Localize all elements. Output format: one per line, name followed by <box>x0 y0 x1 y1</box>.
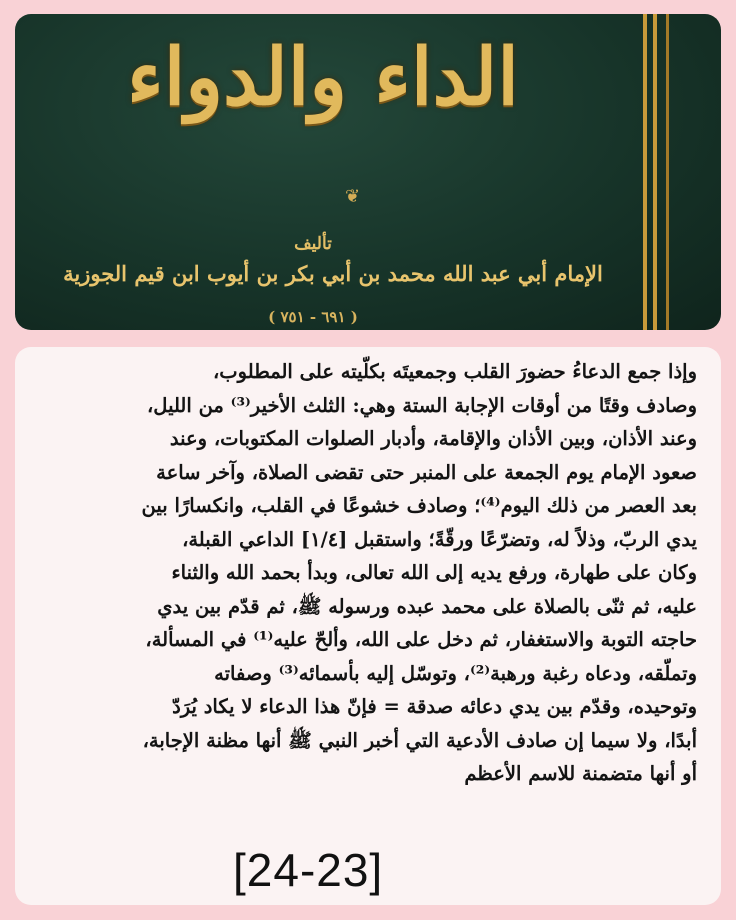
cover-gold-stripe <box>643 14 647 330</box>
cover-gold-stripe <box>666 14 669 330</box>
text-line: وعند الأذان، وبين الأذان والإقامة، وأدبار الصلوات المكتوبات، وعند <box>169 427 697 450</box>
text-line: وإذا جمع الدعاءُ حضورَ القلب وجمعيتَه بكلّيته على المطلوب، <box>213 360 697 383</box>
text-line: وكان على طهارة، ورفع يديه إلى الله تعالى، وبدأ بحمد الله والثناء <box>171 561 697 584</box>
text-line: وصادف وقتًا من أوقات الإجابة الستة وهي: الثلث الأخير⁽³⁾ من الليل، <box>147 393 697 417</box>
text-line: أو أنها متضمنة للاسم الأعظم <box>464 762 697 785</box>
page-body <box>47 355 697 791</box>
book-cover <box>15 14 721 330</box>
ornament-icon: ❦ <box>345 186 361 207</box>
book-title: الداء والدواء <box>127 32 519 123</box>
text-line: وتملّقه، ودعاه رغبة ورهبة⁽²⁾، وتوسّل إليه بأسمائه⁽³⁾ وصفاته <box>214 661 697 685</box>
author-name: الإمام أبي عبد الله محمد بن أبي بكر بن أيوب ابن قيم الجوزية <box>63 261 603 286</box>
by-label: تأليف <box>294 234 332 254</box>
text-line: أبدًا، ولا سيما إن صادف الأدعية التي أخبر النبي ﷺ أنها مظنة الإجابة، <box>142 728 697 752</box>
author-years: ( ٦٩١ - ٧٥١ ) <box>268 308 358 326</box>
text-line: بعد العصر من ذلك اليوم⁽⁴⁾؛ وصادف خشوعًا في القلب، وانكسارًا بين <box>141 494 697 517</box>
page-text-panel <box>15 347 721 905</box>
text-line: صعود الإمام يوم الجمعة على المنبر حتى تقضى الصلاة، وآخر ساعة <box>156 460 697 484</box>
page-number: [24-23] <box>233 844 384 896</box>
text-line: عليه، ثم ثنّى بالصلاة على محمد عبده ورسوله ﷺ، ثم قدّم بين يدي <box>157 594 697 618</box>
cover-gold-stripe <box>653 14 657 330</box>
text-line: وتوحيده، وقدّم بين يدي دعائه صدقة = فإنّ هذا الدعاء لا يكاد يُرَدّ <box>172 695 697 718</box>
text-line: حاجته التوبة والاستغفار، ثم دخل على الله، وألحّ عليه⁽¹⁾ في المسألة، <box>145 628 697 651</box>
text-line: يدي الربّ، وذلاً له، وتضرّعًا ورقّةً؛ واستقبل [١/٤] الداعي القبلة، <box>182 527 697 551</box>
